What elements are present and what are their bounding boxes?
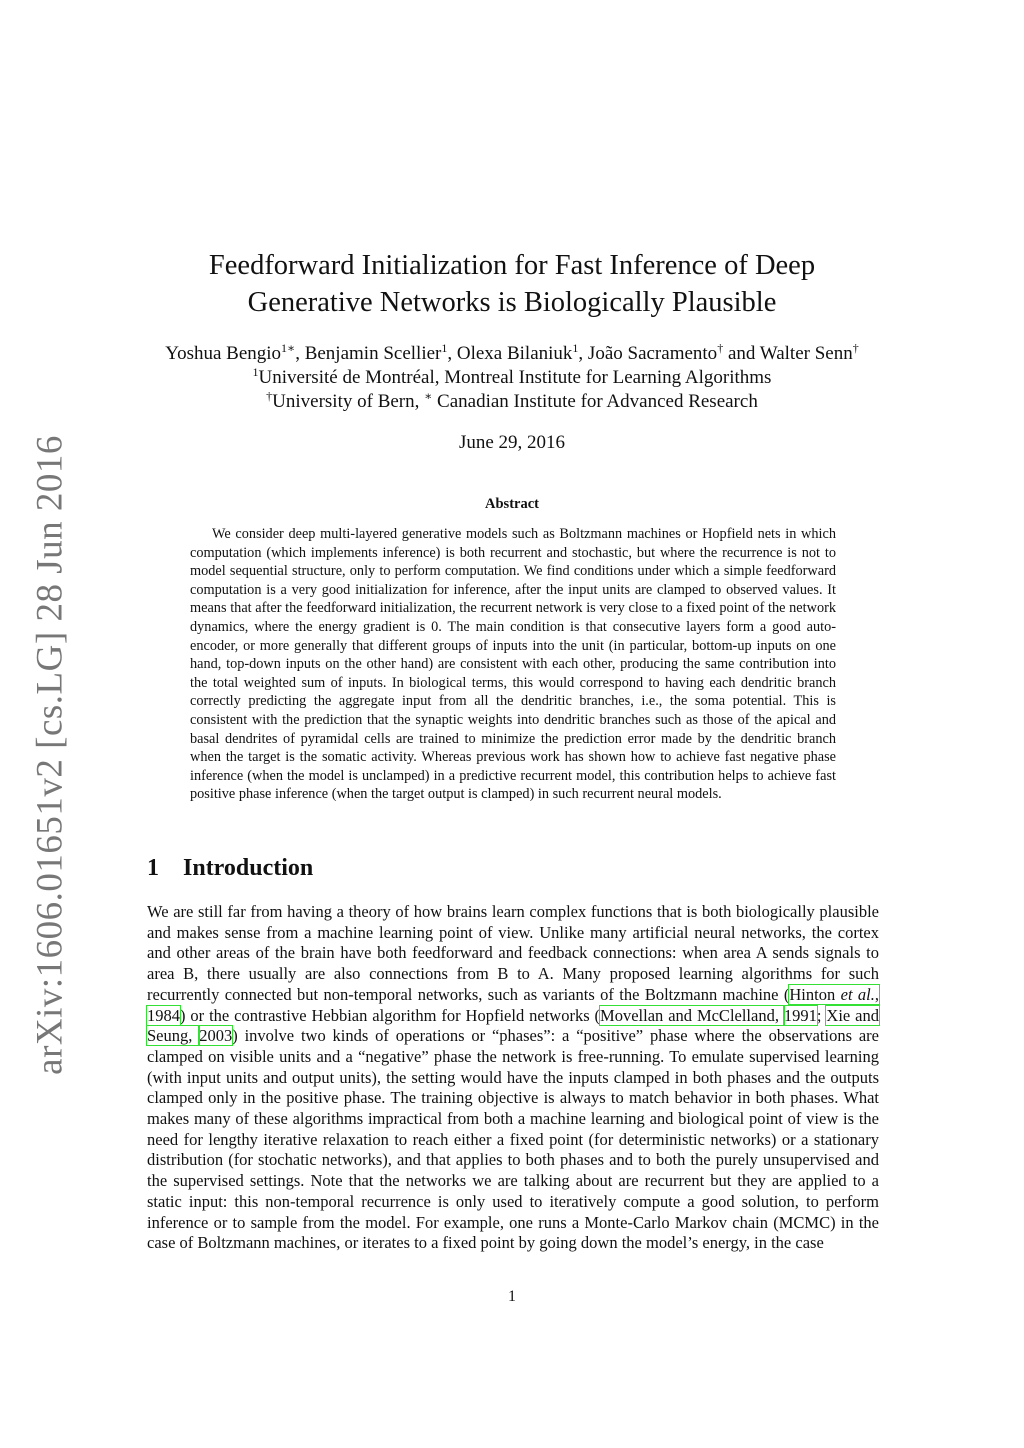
affiliation-bern: University of Bern, [272, 391, 420, 412]
title-line-2: Generative Networks is Biologically Plausible [247, 287, 777, 318]
author-scellier: Benjamin Scellier [304, 343, 442, 364]
author-block [0, 342, 1024, 414]
author-conjunction: and [727, 343, 756, 364]
abstract-heading: Abstract [485, 496, 539, 512]
publication-date: June 29, 2016 [458, 432, 566, 453]
intro-text: ) or the contrastive Hebbian algorithm for Hopfield networks ( [180, 1005, 601, 1025]
author-senn: Walter Senn [759, 343, 853, 364]
affiliation-mark: † [266, 389, 273, 403]
citation-hinton-1984[interactable]: Hinton et al., [789, 984, 880, 1004]
author-sacramento: João Sacramento [587, 343, 718, 364]
abstract-text: We consider deep multi-layered generative models such as Boltzmann machines or Hopfield nets in which computation (which implements inference) is both recurrent and stochastic, but where the recurrence is not to model sequential structure, only to perform computation. We find conditions under which a simple feedforward computation is a very good initialization for inference, after the input units are clamped to observed values. It means that after the feedforward initialization, the recurrent network is very close to a fixed point of the network dynamics, where the energy gradient is 0. The main condition is that consecutive layers form a good auto-encoder, or more generally that different groups of inputs into the unit (in particular, bottom-up inputs on one hand, top-down inputs on the other hand) are consistent with each other, producing the same contribution into the total weighted sum of inputs. In biological terms, this would correspond to having each dendritic branch correctly predicting the aggregate input from all the dendritic branches, i.e., the soma potential. This is consistent with the prediction that the synaptic weights into dendritic branches such as those of the apical and basal dendrites of pyramidal cells are trained to minimize the prediction error made by the dendritic branch when the target is the somatic activity. Whereas previous work has shown how to achieve fast negative phase inference (when the model is unclamped) in a predictive recurrent model, this contribution helps to achieve fast positive phase inference (when the target output is clamped) in such recurrent neural models. [190, 526, 836, 803]
title-line-1: Feedforward Initialization for Fast Inference of Deep [208, 250, 816, 281]
citation-hinton-year[interactable]: 1984 [147, 1005, 180, 1025]
affiliation-line-2 [0, 390, 1024, 414]
section-heading [147, 855, 313, 882]
affiliation-mark: 1 [252, 365, 259, 379]
author-list: Yoshua Bengio$^{1∗}$, Benjamin Scellier$^1$, Olexa Bilaniuk$^1$, João Sacramento† and Walter Senn† [165, 341, 859, 364]
affiliation-mark: ∗ [424, 389, 433, 403]
citation-xie-seung-year[interactable]: 2003 [199, 1026, 233, 1046]
affiliation-montreal: Université de Montréal, Montreal Institute for Learning Algorithms [258, 367, 772, 388]
author-mark: 1 [441, 341, 448, 355]
intro-text: We are still far from having a theory of how brains learn complex functions that is both biologically plausible and makes sense from a machine learning point of view. Unlike many artificial neural networks, the cortex and other areas of the brain have both feedforward and feedback connections: when area A sends signals to area B, there usually are also connections from B to A. Many proposed learning algorithms for such recurrently connected but non-temporal networks, such as variants of the Boltzmann machine ( [147, 902, 879, 1004]
author-bengio: Yoshua Bengio [165, 343, 282, 364]
affiliation-cifar: Canadian Institute for Advanced Research [437, 391, 758, 412]
paper-title [0, 247, 1024, 321]
citation-movellan-year[interactable]: 1991 [783, 1005, 817, 1025]
section-title: Introduction [183, 855, 314, 881]
citation-movellan-mcclelland[interactable]: Movellan and McClelland, [600, 1005, 784, 1025]
author-mark: 1 [572, 341, 579, 355]
author-mark: † [852, 341, 859, 355]
citation-xie-seung[interactable]: Xie and Seung, [147, 1005, 879, 1046]
author-mark: 1∗ [281, 341, 296, 355]
intro-text: ) involve two kinds of operations or “phases”: a “positive” phase where the observations are clamped on visible units and a “negative” phase the network is free-running. To emulate supervised learning (with input units and output units), the setting would have the inputs clamped in both phases and the outputs clamped only in the positive phase. The training objective is always to match behavior in both phases. What makes many of these algorithms impractical from both a machine learning and biological point of view is the need for lengthy iterative relaxation to reach either a fixed point (for deterministic networks) or a stationary distribution (for stochatic networks), and that applies to both phases and to both the purely unsupervised and the supervised settings. Note that the networks we are talking about are recurrent but they are applied to a static input: this non-temporal recurrence is only used to iteratively compute a good solution, to perform inference or to sample from the model. For example, one runs a Monte-Carlo Markov chain (MCMC) in the case of Boltzmann machines, or iterates to a fixed point by going down the model’s energy, in the case [147, 1026, 879, 1253]
intro-paragraph: We are still far from having a theory of how brains learn complex functions that is both biologically plausible and makes sense from a machine learning point of view. Unlike many artificial neural networks, the cortex and other areas of the brain have both feedforward and feedback connections: when area A sends signals to area B, there usually are also connections from B to A. Many proposed learning algorithms for such recurrently connected but non-temporal networks, such as variants of the Boltzmann machine (Hinton et al., 1984) or the contrastive Hebbian algorithm for Hopfield networks (Movellan and McClelland, 1991; Xie and Seung, 2003) involve two kinds of operations or “phases”: a “positive” phase where the observations are clamped on visible units and a “negative” phase the network is free-running. To emulate supervised learning (with input units and output units), the setting would have the inputs clamped in both phases and the outputs clamped only in the positive phase. The training objective is always to match behavior in both phases. What makes many of these algorithms impractical from both a machine learning and biological point of view is the need for lengthy iterative relaxation to reach either a fixed point (for deterministic networks) or a stationary distribution (for stochatic networks), and that applies to both phases and to both the purely unsupervised and the supervised settings. Note that the networks we are talking about are recurrent but they are applied to a static input: this non-temporal recurrence is only used to iteratively compute a good solution, to perform inference or to sample from the model. For example, one runs a Monte-Carlo Markov chain (MCMC) in the case of Boltzmann machines, or iterates to a fixed point by going down the model’s energy, in the case [147, 902, 880, 1253]
author-bilaniuk: Olexa Bilaniuk [456, 343, 573, 364]
arxiv-identifier-stamp: arXiv:1606.01651v2 [cs.LG] 28 Jun 2016 [29, 435, 71, 1075]
affiliation-line-1 [0, 366, 1024, 390]
author-mark: † [717, 341, 724, 355]
page-number: 1 [508, 1288, 516, 1305]
section-number: 1 [147, 855, 159, 881]
